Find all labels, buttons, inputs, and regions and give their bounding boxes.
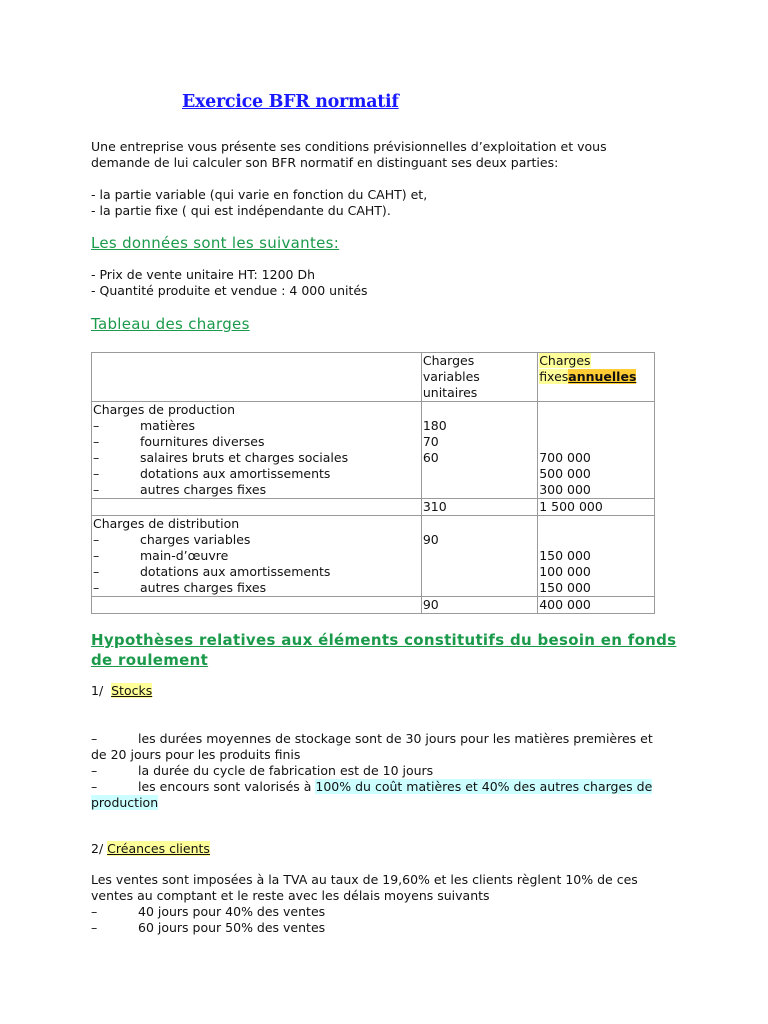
distribution-fixe-value: 150 000 [539,580,591,595]
hypotheses-heading-line-1: Hypothèses relatives aux éléments constitutifs du besoin en fonds [91,631,677,649]
production-variable-value [423,482,536,498]
production-total-label [92,499,422,516]
table-row-distribution-total [92,597,655,614]
header-variables-line-3: unitaires [422,385,478,400]
table-header-row [92,353,655,402]
production-item: – salaires bruts et charges sociales [93,450,349,465]
hypotheses-heading-line-2: de roulement [91,651,209,669]
stocks-item-duree: – les durées moyennes de stockage sont de 30 jours pour les matières premières et [91,731,653,746]
distribution-item: – dotations aux amortissements [93,564,331,579]
stocks-item-encours-cont: production [91,795,159,810]
header-fixes-word: fixes [539,369,569,384]
stocks-number: 1/ [91,683,104,698]
distribution-variables [421,516,537,597]
production-fixe-value [539,434,653,450]
stocks-paragraph [91,731,681,811]
creances-item-40: – 40 jours pour 40% des ventes [91,904,326,919]
production-total-variables: 310 [421,499,537,516]
distribution-item: – autres charges fixes [93,580,267,595]
distribution-variable-value [423,548,536,564]
creances-label: Créances clients [107,841,210,856]
stocks-item-cycle: – la durée du cycle de fabrication est de 10 jours [91,763,434,778]
donnees-item-quantite: - Quantité produite et vendue : 4 000 unités [91,283,368,298]
creances-item-60: – 60 jours pour 50% des ventes [91,920,326,935]
distribution-labels [92,516,422,597]
production-item: – matières [93,418,195,433]
distribution-fixe-value [539,532,653,548]
table-header-empty [92,353,422,402]
production-item: – autres charges fixes [93,482,267,497]
stocks-item-encours: – les encours sont valorisés à 100% du coût matières et 40% des autres charges de [91,779,653,794]
production-variable-value: 60 [422,450,439,465]
hypotheses-heading [91,630,676,670]
distribution-title: Charges de distribution [93,516,240,531]
creances-paragraph [91,872,681,936]
donnees-list [91,267,691,299]
table-row-distribution [92,516,655,597]
production-item: – fournitures diverses [93,434,265,449]
document-title: Exercice BFR normatif [182,92,399,112]
creances-line-2: ventes au comptant et le reste avec les délais moyens suivants [91,888,490,903]
distribution-fixe-value: 150 000 [539,548,591,563]
intro-line-1: Une entreprise vous présente ses conditions prévisionnelles d’exploitation et vous [91,139,607,154]
production-fixe-value: 700 000 [539,450,591,465]
production-item: – dotations aux amortissements [93,466,331,481]
intro-line-2: demande de lui calculer son BFR normatif en distinguant ses deux parties: [91,155,559,170]
production-variables [421,402,537,499]
distribution-variable-value [423,564,536,580]
donnees-heading: Les données sont les suivantes: [91,234,340,252]
distribution-variable-value: 90 [422,532,439,547]
distribution-variable-value [423,580,536,596]
tableau-heading: Tableau des charges [91,315,250,333]
table-header-fixes [538,353,655,402]
distribution-total-variables: 90 [421,597,537,614]
production-title: Charges de production [93,402,236,417]
header-variables-line-1: Charges [422,353,475,368]
header-variables-line-2: variables [422,369,480,384]
intro-item-variable: - la partie variable (qui varie en fonction du CAHT) et, [91,187,428,202]
distribution-item: – charges variables [93,532,251,547]
creances-heading [91,841,691,857]
production-labels [92,402,422,499]
intro-paragraph [91,139,691,219]
production-variable-value: 70 [422,434,439,449]
production-fixe-value: 500 000 [539,466,591,481]
intro-item-fixe: - la partie fixe ( qui est indépendante du CAHT). [91,203,391,218]
production-fixes [538,402,655,499]
table-row-production-total [92,499,655,516]
production-total-fixes: 1 500 000 [538,499,655,516]
distribution-item: – main-d’œuvre [93,548,229,563]
distribution-fixe-value: 100 000 [539,564,591,579]
charges-table [91,352,655,614]
production-fixe-value [539,418,653,434]
production-variable-value [423,466,536,482]
stocks-label: Stocks [111,683,153,698]
table-row-production [92,402,655,499]
production-fixe-value: 300 000 [539,482,591,497]
header-annuelles-word: annuelles [568,369,637,384]
table-header-variables [421,353,537,402]
production-variable-value: 180 [422,418,447,433]
distribution-total-label [92,597,422,614]
creances-line-1: Les ventes sont imposées à la TVA au taux de 19,60% et les clients règlent 10% de ces [91,872,638,887]
stocks-item-duree-cont: de 20 jours pour les produits finis [91,747,301,762]
stocks-heading [91,683,691,699]
donnees-item-prix: - Prix de vente unitaire HT: 1200 Dh [91,267,316,282]
distribution-total-fixes: 400 000 [538,597,655,614]
creances-number: 2/ [91,841,104,856]
header-fixes-line-1: Charges [539,353,591,368]
distribution-fixes [538,516,655,597]
